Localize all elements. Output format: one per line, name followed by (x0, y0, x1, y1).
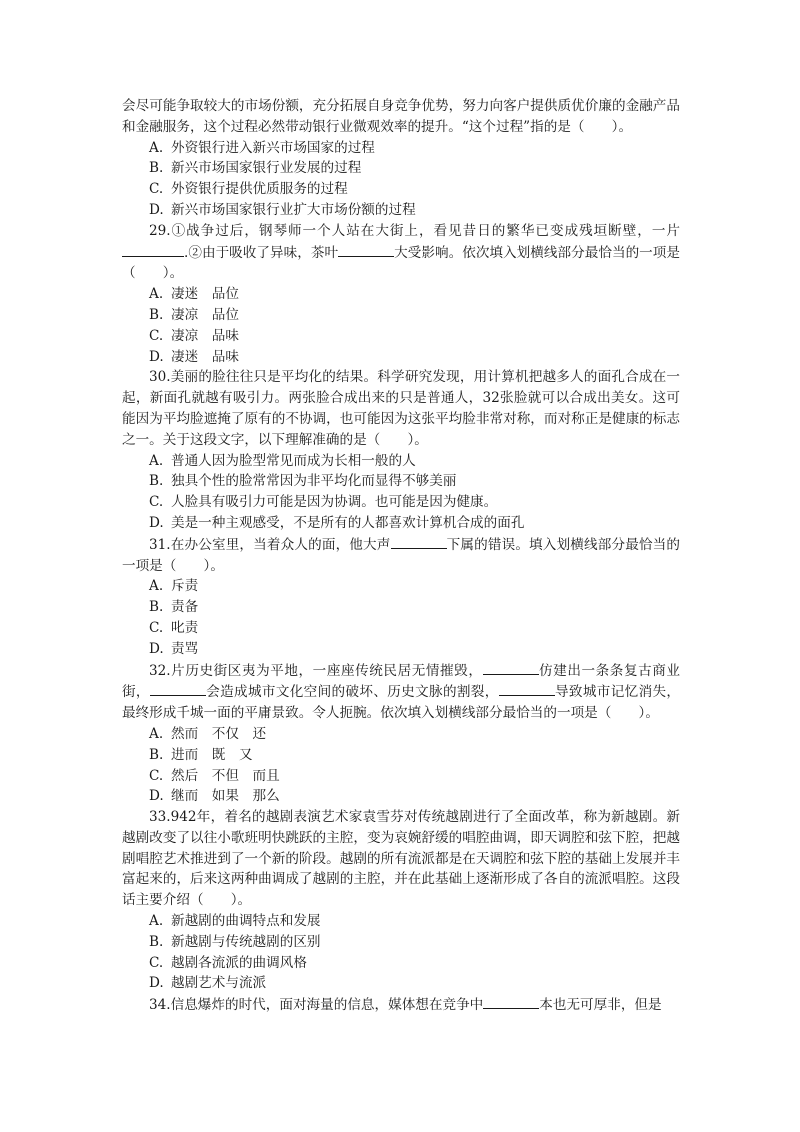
option-b: B. 进而 既 又 (149, 746, 253, 763)
document-page (122, 96, 680, 1016)
option-c: C. 叱责 (149, 619, 199, 636)
question-30-stem: 30.美丽的脸往往只是平均化的结果。科学研究发现，用计算机把越多人的面孔合成在一起，新面孔就越有吸引力。两张脸合成出来的只是普通人，32张脸就可以合成出美女。这可能因为平均脸遮掩了原有的不协调，也可能因为这张平均脸非常对称，而对称正是健康的标志之一。关于这段文字，以下理解准确的是（ ）。 (122, 369, 680, 448)
option-d: D. 新兴市场国家银行业扩大市场份额的过程 (149, 201, 416, 218)
question-31-stem: 31.在办公室里，当着众人的面，他大声 下属的错误。填入划横线部分最恰当的一项是（ ）。 (122, 534, 680, 577)
question-33-stem: 33.942年，着名的越剧表演艺术家袁雪芬对传统越剧进行了全面改革，称为新越剧。新越剧改变了以往小歌班明快跳跃的主腔，变为哀婉舒缓的唱腔曲调，即天调腔和弦下腔，把越剧唱腔艺术推进到了一个新的阶段。越剧的所有流派都是在天调腔和弦下腔的基础上发展并丰富起来的，后来这两种曲调成了越剧的主腔，并在此基础上逐渐形成了各自的流派唱腔。这段话主要介绍（ ）。 (122, 809, 680, 909)
option-c: C. 越剧各流派的曲调风格 (149, 954, 307, 971)
fill-blank (338, 242, 394, 257)
option-c: C. 人脸具有吸引力可能是因为协调。也可能是因为健康。 (149, 494, 498, 511)
option-a: A. 新越剧的曲调特点和发展 (149, 913, 321, 930)
option-a: A. 然而 不仅 还 (149, 725, 267, 742)
question-32-stem: 32.片历史街区夷为平地，一座座传统民居无情摧毁， 仿建出一条条复古商业街， 会造成城市文化空间的破坏、历史文脉的割裂， 导致城市记忆消失，最终形成千城一面的平庸景致。令人扼腕。依次填入划横线部分最恰当的一项是（ ）。 (122, 660, 680, 724)
option-b: B. 责备 (149, 599, 199, 616)
fill-blank (150, 681, 206, 696)
fill-blank (483, 994, 539, 1009)
option-c: C. 然后 不但 而且 (149, 767, 280, 784)
fill-blank (122, 242, 184, 257)
option-c: C. 凄凉 品味 (149, 327, 239, 344)
option-d: D. 责骂 (149, 640, 199, 657)
option-a: A. 凄迷 品位 (149, 286, 239, 303)
fill-blank (391, 534, 447, 549)
option-d: D. 凄迷 品味 (149, 348, 239, 365)
question-29-stem: 29.①战争过后，钢琴师一个人站在大街上，看见昔日的繁华已变成残垣断壁，一片.②由于吸收了异味，茶叶 大受影响。依次填入划横线部分最恰当的一项是（ ）。 (122, 222, 681, 282)
option-d: D. 继而 如果 那么 (149, 788, 280, 805)
option-c: C. 外资银行提供优质服务的过程 (149, 181, 348, 198)
option-a: A. 普通人因为脸型常见而成为长相一般的人 (149, 452, 416, 469)
fill-blank (483, 660, 539, 675)
option-b: B. 独具个性的脸常常因为非平均化而显得不够美丽 (149, 473, 457, 490)
question-34-stem: 34.信息爆炸的时代，面对海量的信息，媒体想在竞争中 本也无可厚非，但是 (122, 994, 680, 1016)
fill-blank (499, 681, 555, 696)
option-b: B. 新越剧与传统越剧的区别 (149, 933, 321, 950)
option-b: B. 凄凉 品位 (149, 306, 239, 323)
option-d: D. 越剧艺术与流派 (149, 975, 267, 992)
option-b: B. 新兴市场国家银行业发展的过程 (149, 160, 362, 177)
option-a: A. 外资银行进入新兴市场国家的过程 (149, 139, 375, 156)
option-a: A. 斥责 (149, 578, 199, 595)
question-28-stem: 会尽可能争取较大的市场份额，充分拓展自身竞争优势，努力向客户提供质优价廉的金融产品和金融服务，这个过程必然带动银行业微观效率的提升。“这个过程”指的是（ ）。 (122, 98, 680, 135)
option-d: D. 美是一种主观感受，不是所有的人都喜欢计算机合成的面孔 (149, 514, 525, 531)
